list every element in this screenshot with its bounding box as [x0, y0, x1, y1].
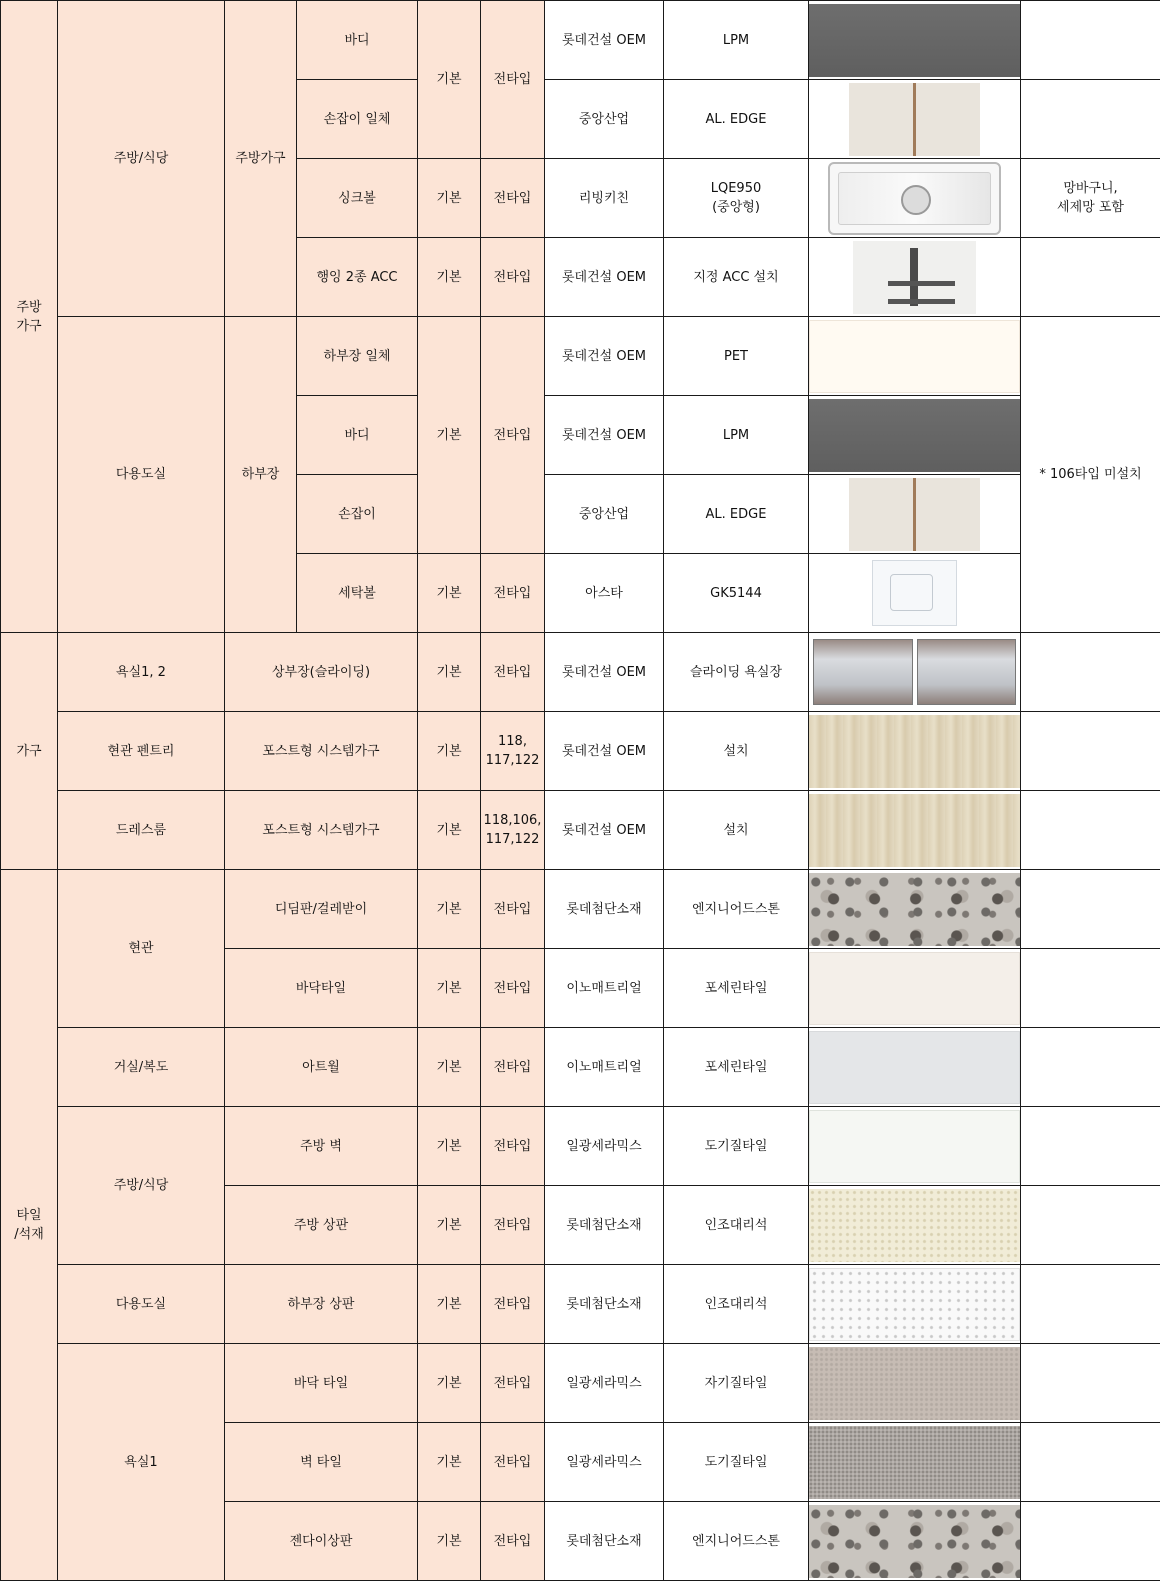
item-cell: 바닥 타일: [225, 1344, 418, 1423]
table-row: [1, 317, 1160, 396]
note-cell: [1021, 791, 1160, 870]
swatch-cell: [809, 159, 1021, 238]
maker-cell: 중앙산업: [545, 80, 664, 159]
part-cell: 주방가구: [225, 1, 297, 317]
basic-cell: 기본: [418, 712, 481, 791]
item-cell: 하부장 일체: [297, 317, 418, 396]
table-row: [1, 791, 1160, 870]
note-cell: [1021, 633, 1160, 712]
swatch-image: [809, 1031, 1020, 1104]
swatch-image: [809, 1189, 1020, 1262]
basic-cell: 기본: [418, 1107, 481, 1186]
space-cell: 현관: [58, 870, 225, 1028]
basic-cell: 기본: [418, 317, 481, 554]
model-cell: 도기질타일: [664, 1423, 809, 1502]
model-cell: 지정 ACC 설치: [664, 238, 809, 317]
type-cell: 전타입: [481, 1344, 545, 1423]
swatch-cell: [809, 949, 1021, 1028]
note-cell: * 106타입 미설치: [1021, 317, 1160, 633]
note-cell: [1021, 1, 1160, 80]
swatch-image: [849, 83, 980, 156]
model-cell: LPM: [664, 396, 809, 475]
maker-cell: 롯데첨단소재: [545, 1265, 664, 1344]
maker-cell: 리빙키친: [545, 159, 664, 238]
note-cell: [1021, 1423, 1160, 1502]
category-cell: 주방 가구: [1, 1, 58, 633]
model-cell: LQE950 (중앙형): [664, 159, 809, 238]
type-cell: 전타입: [481, 870, 545, 949]
swatch-cell: [809, 396, 1021, 475]
swatch-image: [853, 241, 975, 314]
table-row: [1, 1107, 1160, 1186]
type-cell: 전타입: [481, 949, 545, 1028]
basic-cell: 기본: [418, 1028, 481, 1107]
swatch-cell: [809, 1344, 1021, 1423]
space-cell: 드레스룸: [58, 791, 225, 870]
space-cell: 다용도실: [58, 1265, 225, 1344]
model-cell: 설치: [664, 712, 809, 791]
swatch-cell: [809, 712, 1021, 791]
basic-cell: 기본: [418, 791, 481, 870]
note-cell: [1021, 238, 1160, 317]
basic-cell: 기본: [418, 1423, 481, 1502]
part-cell: 상부장(슬라이딩): [225, 633, 418, 712]
part-cell: 포스트형 시스템가구: [225, 712, 418, 791]
table-row: [1, 633, 1160, 712]
table-row: [1, 712, 1160, 791]
model-cell: 인조대리석: [664, 1186, 809, 1265]
swatch-image: [872, 560, 956, 626]
item-cell: 바디: [297, 396, 418, 475]
space-cell: 주방/식당: [58, 1107, 225, 1265]
swatch-image: [809, 794, 1020, 867]
maker-cell: 롯데건설 OEM: [545, 712, 664, 791]
note-cell: [1021, 1265, 1160, 1344]
note-cell: 망바구니, 세제망 포함: [1021, 159, 1160, 238]
item-cell: 손잡이 일체: [297, 80, 418, 159]
basic-cell: 기본: [418, 554, 481, 633]
item-cell: 세탁볼: [297, 554, 418, 633]
model-cell: 인조대리석: [664, 1265, 809, 1344]
basic-cell: 기본: [418, 1265, 481, 1344]
swatch-cell: [809, 633, 1021, 712]
maker-cell: 이노매트리얼: [545, 1028, 664, 1107]
maker-cell: 롯데건설 OEM: [545, 791, 664, 870]
item-cell: 하부장 상판: [225, 1265, 418, 1344]
swatch-image: [809, 1426, 1020, 1499]
swatch-cell: [809, 1502, 1021, 1581]
swatch-image: [809, 4, 1020, 77]
swatch-image: [809, 320, 1020, 393]
table-row: [1, 870, 1160, 949]
swatch-cell: [809, 554, 1021, 633]
space-cell: 현관 펜트리: [58, 712, 225, 791]
basic-cell: 기본: [418, 1186, 481, 1265]
basic-cell: 기본: [418, 633, 481, 712]
space-cell: 주방/식당: [58, 1, 225, 317]
swatch-image: [809, 715, 1020, 788]
part-cell: 포스트형 시스템가구: [225, 791, 418, 870]
basic-cell: 기본: [418, 159, 481, 238]
basic-cell: 기본: [418, 949, 481, 1028]
maker-cell: 롯데첨단소재: [545, 1502, 664, 1581]
type-cell: 전타입: [481, 1, 545, 159]
item-cell: 아트월: [225, 1028, 418, 1107]
model-cell: 도기질타일: [664, 1107, 809, 1186]
basic-cell: 기본: [418, 1344, 481, 1423]
model-cell: PET: [664, 317, 809, 396]
model-cell: 엔지니어드스톤: [664, 870, 809, 949]
category-cell: 가구: [1, 633, 58, 870]
maker-cell: 이노매트리얼: [545, 949, 664, 1028]
model-cell: 설치: [664, 791, 809, 870]
type-cell: 전타입: [481, 1502, 545, 1581]
type-cell: 전타입: [481, 159, 545, 238]
type-cell: 전타입: [481, 317, 545, 554]
swatch-cell: [809, 1107, 1021, 1186]
model-cell: 슬라이딩 욕실장: [664, 633, 809, 712]
swatch-cell: [809, 80, 1021, 159]
type-cell: 전타입: [481, 1186, 545, 1265]
swatch-image: [813, 639, 1016, 705]
table-row: [1, 1, 1160, 80]
model-cell: GK5144: [664, 554, 809, 633]
item-cell: 손잡이: [297, 475, 418, 554]
model-cell: 엔지니어드스톤: [664, 1502, 809, 1581]
maker-cell: 롯데건설 OEM: [545, 633, 664, 712]
note-cell: [1021, 1344, 1160, 1423]
item-cell: 행잉 2종 ACC: [297, 238, 418, 317]
item-cell: 바닥타일: [225, 949, 418, 1028]
maker-cell: 일광세라믹스: [545, 1423, 664, 1502]
model-cell: 자기질타일: [664, 1344, 809, 1423]
space-cell: 거실/복도: [58, 1028, 225, 1107]
type-cell: 118,106, 117,122: [481, 791, 545, 870]
basic-cell: 기본: [418, 238, 481, 317]
swatch-image: [828, 162, 1001, 235]
type-cell: 전타입: [481, 554, 545, 633]
swatch-image: [809, 1268, 1020, 1341]
item-cell: 바디: [297, 1, 418, 80]
table-row: [1, 1265, 1160, 1344]
model-cell: AL. EDGE: [664, 475, 809, 554]
note-cell: [1021, 870, 1160, 949]
swatch-cell: [809, 238, 1021, 317]
type-cell: 전타입: [481, 1423, 545, 1502]
maker-cell: 중앙산업: [545, 475, 664, 554]
maker-cell: 롯데건설 OEM: [545, 238, 664, 317]
model-cell: 포세린타일: [664, 1028, 809, 1107]
swatch-cell: [809, 317, 1021, 396]
maker-cell: 롯데건설 OEM: [545, 1, 664, 80]
model-cell: AL. EDGE: [664, 80, 809, 159]
type-cell: 전타입: [481, 1107, 545, 1186]
note-cell: [1021, 80, 1160, 159]
note-cell: [1021, 1502, 1160, 1581]
maker-cell: 아스타: [545, 554, 664, 633]
maker-cell: 일광세라믹스: [545, 1107, 664, 1186]
basic-cell: 기본: [418, 1502, 481, 1581]
item-cell: 벽 타일: [225, 1423, 418, 1502]
type-cell: 전타입: [481, 1265, 545, 1344]
maker-cell: 일광세라믹스: [545, 1344, 664, 1423]
space-cell: 다용도실: [58, 317, 225, 633]
type-cell: 전타입: [481, 1028, 545, 1107]
model-cell: 포세린타일: [664, 949, 809, 1028]
type-cell: 전타입: [481, 633, 545, 712]
note-cell: [1021, 1028, 1160, 1107]
item-cell: 싱크볼: [297, 159, 418, 238]
note-cell: [1021, 712, 1160, 791]
swatch-image: [809, 952, 1020, 1025]
basic-cell: 기본: [418, 870, 481, 949]
swatch-image: [849, 478, 980, 551]
swatch-cell: [809, 1186, 1021, 1265]
item-cell: 주방 벽: [225, 1107, 418, 1186]
type-cell: 118, 117,122: [481, 712, 545, 791]
swatch-cell: [809, 870, 1021, 949]
swatch-image: [809, 873, 1020, 946]
swatch-image: [809, 1505, 1020, 1578]
swatch-cell: [809, 1423, 1021, 1502]
maker-cell: 롯데건설 OEM: [545, 317, 664, 396]
swatch-image: [809, 399, 1020, 472]
note-cell: [1021, 1186, 1160, 1265]
maker-cell: 롯데첨단소재: [545, 1186, 664, 1265]
swatch-image: [809, 1110, 1020, 1183]
note-cell: [1021, 949, 1160, 1028]
table-row: [1, 1344, 1160, 1423]
space-cell: 욕실1, 2: [58, 633, 225, 712]
note-cell: [1021, 1107, 1160, 1186]
maker-cell: 롯데첨단소재: [545, 870, 664, 949]
type-cell: 전타입: [481, 238, 545, 317]
swatch-cell: [809, 475, 1021, 554]
space-cell: 욕실1: [58, 1344, 225, 1581]
swatch-cell: [809, 1, 1021, 80]
swatch-cell: [809, 1028, 1021, 1107]
part-cell: 하부장: [225, 317, 297, 633]
swatch-cell: [809, 1265, 1021, 1344]
swatch-cell: [809, 791, 1021, 870]
basic-cell: 기본: [418, 1, 481, 159]
swatch-image: [809, 1347, 1020, 1420]
model-cell: LPM: [664, 1, 809, 80]
item-cell: 주방 상판: [225, 1186, 418, 1265]
item-cell: 디딤판/걸레받이: [225, 870, 418, 949]
category-cell: 타일 /석재: [1, 870, 58, 1581]
table-row: [1, 1028, 1160, 1107]
item-cell: 젠다이상판: [225, 1502, 418, 1581]
maker-cell: 롯데건설 OEM: [545, 396, 664, 475]
